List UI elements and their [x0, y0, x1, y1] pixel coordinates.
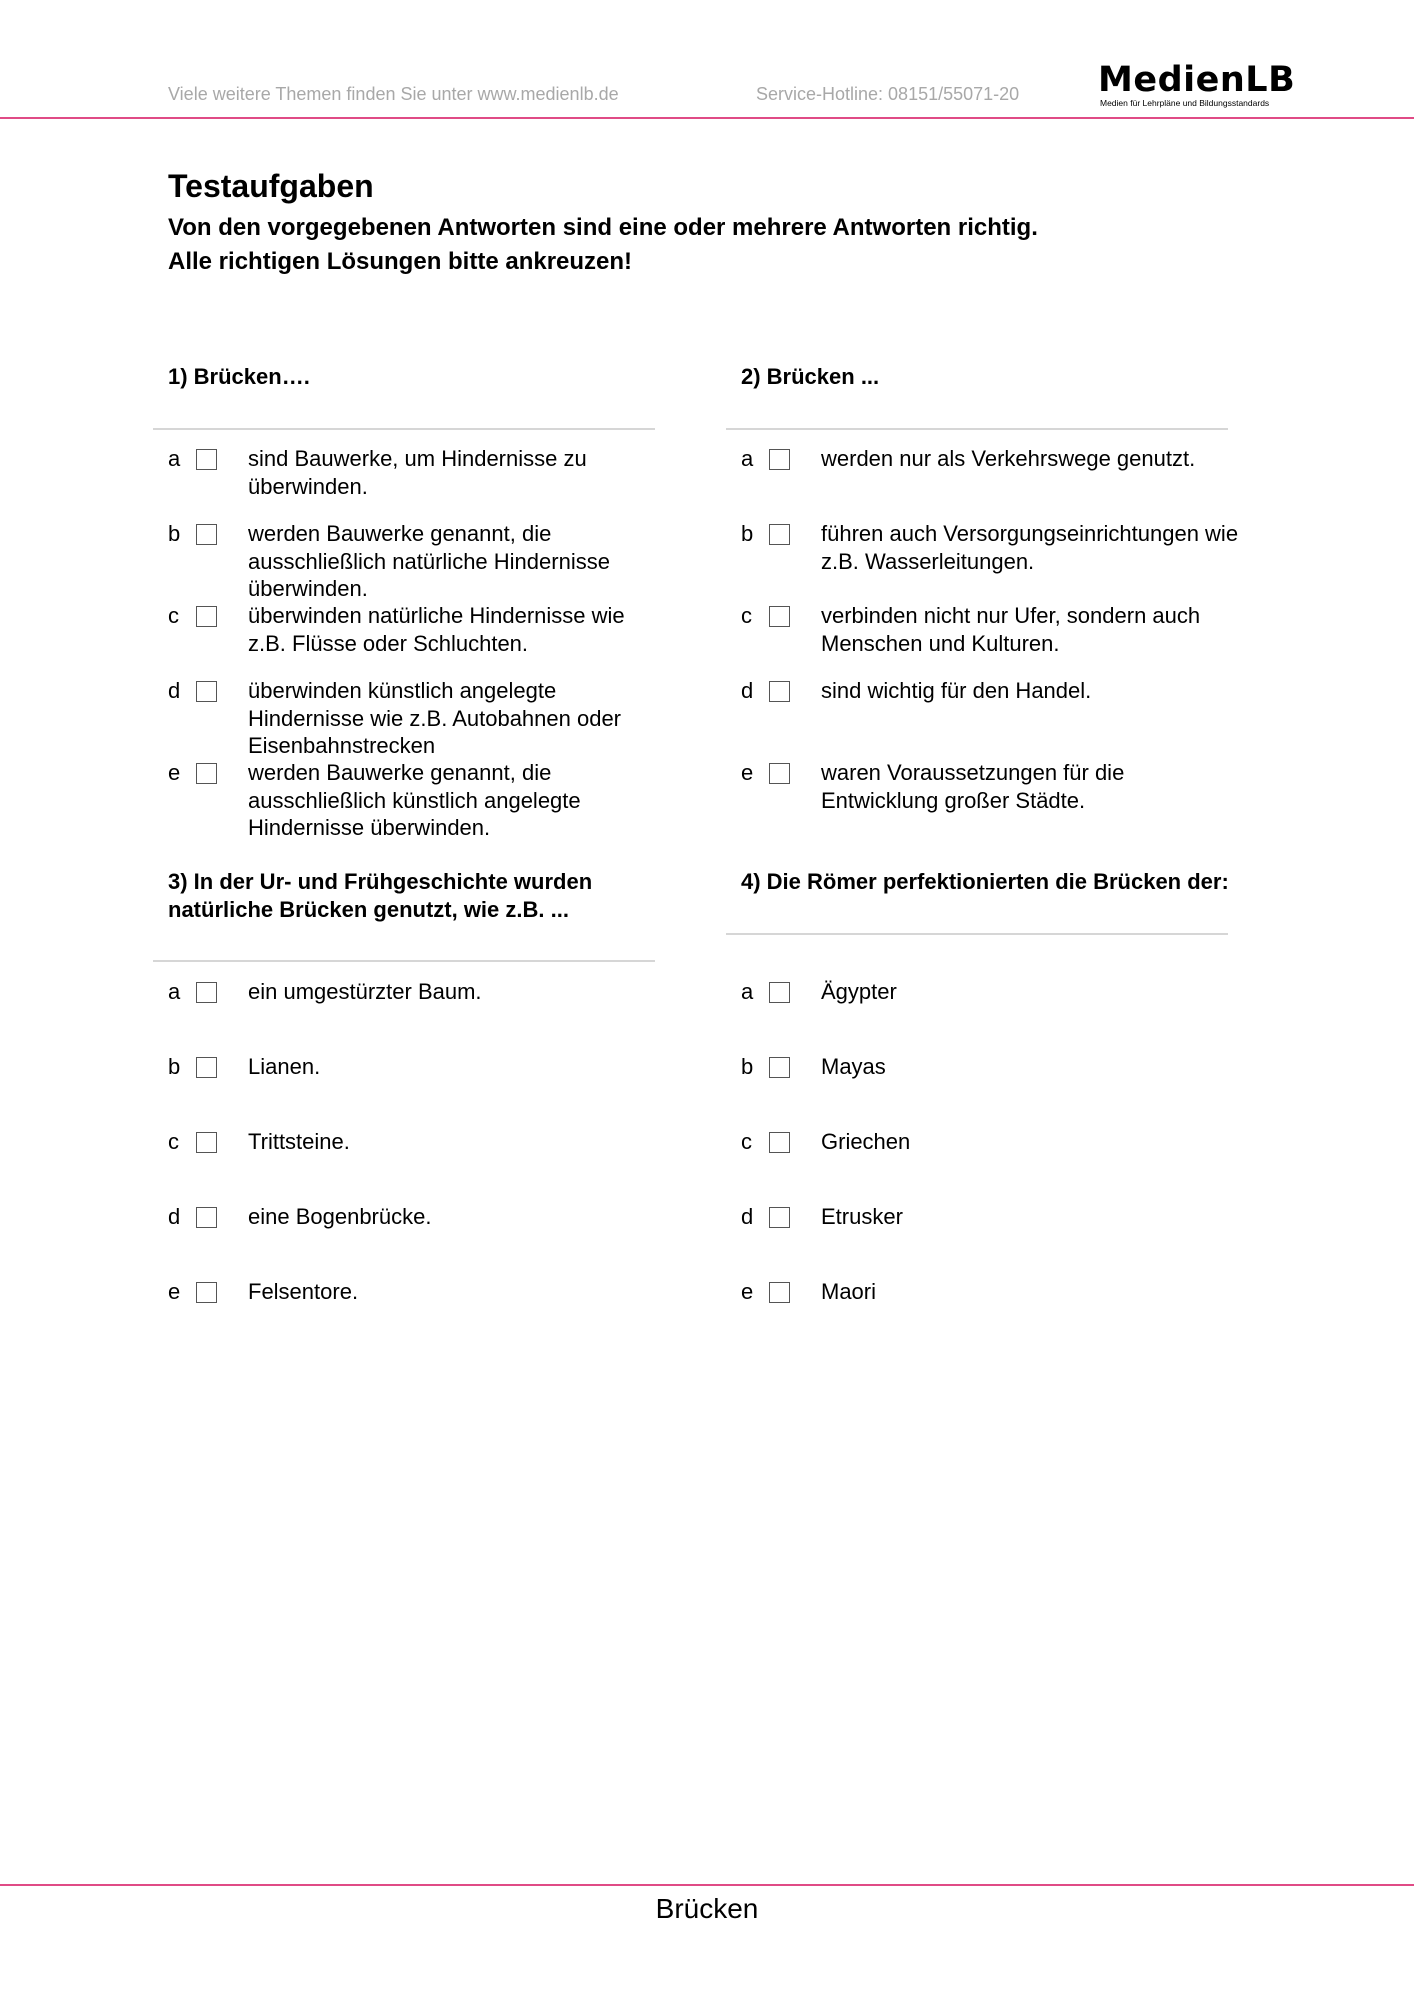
option-letter: c [741, 603, 752, 628]
answer-checkbox[interactable] [196, 763, 217, 784]
option-text: sind wichtig für den Handel. [821, 678, 1092, 703]
option-text: eine Bogenbrücke. [248, 1204, 432, 1229]
question-divider [726, 428, 1228, 430]
option-letter: a [168, 979, 181, 1004]
answer-checkbox[interactable] [769, 1132, 790, 1153]
option-text: Maori [821, 1279, 877, 1304]
option-text: verbinden nicht nur Ufer, sondern auch Menschen und Kulturen. [821, 603, 1201, 656]
option-text: waren Voraussetzungen für die Entwicklung großer Städte. [821, 760, 1125, 813]
question-title: 4) Die Römer perfektionierten die Brücken der: [741, 869, 1229, 894]
option-letter: a [168, 446, 181, 471]
answer-checkbox[interactable] [196, 1132, 217, 1153]
option-letter: c [168, 1129, 179, 1154]
page-title: Testaufgaben [168, 168, 374, 204]
answer-checkbox[interactable] [769, 763, 790, 784]
answer-checkbox[interactable] [196, 982, 217, 1003]
answer-checkbox[interactable] [769, 524, 790, 545]
question-divider [153, 960, 655, 962]
answer-checkbox[interactable] [769, 1207, 790, 1228]
option-text: sind Bauwerke, um Hindernisse zu überwinden. [248, 446, 587, 499]
option-letter: c [741, 1129, 752, 1154]
option-letter: e [168, 1279, 181, 1304]
option-text: überwinden natürliche Hindernisse wie z.B. Flüsse oder Schluchten. [248, 603, 625, 656]
option-text: werden Bauwerke genannt, die ausschließlich künstlich angelegte Hindernisse überwinden. [248, 760, 581, 840]
answer-checkbox[interactable] [196, 524, 217, 545]
answer-checkbox[interactable] [769, 606, 790, 627]
question-divider [726, 933, 1228, 935]
question-title: 1) Brücken…. [168, 364, 310, 389]
question-title: 2) Brücken ... [741, 364, 880, 389]
option-text: Griechen [821, 1129, 911, 1154]
option-text: Etrusker [821, 1204, 903, 1229]
answer-checkbox[interactable] [196, 1282, 217, 1303]
question-title: 3) In der Ur- und Frühgeschichte wurden natürliche Brücken genutzt, wie z.B. ... [168, 869, 593, 922]
answer-checkbox[interactable] [769, 1282, 790, 1303]
option-text: werden Bauwerke genannt, die ausschließlich natürliche Hindernisse überwinden. [248, 521, 610, 601]
answer-checkbox[interactable] [769, 681, 790, 702]
header-divider [0, 117, 1414, 119]
option-letter: d [168, 678, 181, 703]
option-text: werden nur als Verkehrswege genutzt. [821, 446, 1196, 471]
option-text: Felsentore. [248, 1279, 359, 1304]
option-letter: b [168, 1054, 181, 1079]
option-letter: d [741, 1204, 754, 1229]
answer-checkbox[interactable] [769, 449, 790, 470]
option-letter: b [168, 521, 181, 546]
header-website-text: Viele weitere Themen finden Sie unter www.medienlb.de [168, 84, 619, 104]
answer-checkbox[interactable] [196, 1057, 217, 1078]
option-letter: c [168, 603, 179, 628]
option-text: Lianen. [248, 1054, 321, 1079]
header-hotline-text: Service-Hotline: 08151/55071-20 [756, 84, 1020, 104]
footer-divider [0, 1884, 1414, 1886]
option-text: Ägypter [821, 979, 897, 1004]
option-letter: e [741, 760, 754, 785]
question-divider [153, 428, 655, 430]
answer-checkbox[interactable] [196, 449, 217, 470]
answer-checkbox[interactable] [196, 1207, 217, 1228]
option-letter: d [741, 678, 754, 703]
option-letter: a [741, 979, 754, 1004]
option-letter: a [741, 446, 754, 471]
answer-checkbox[interactable] [769, 1057, 790, 1078]
option-text: überwinden künstlich angelegte Hindernisse wie z.B. Autobahnen oder Eisenbahnstrecken [248, 678, 622, 758]
footer-topic: Brücken [655, 1893, 759, 1924]
answer-checkbox[interactable] [196, 606, 217, 627]
option-letter: b [741, 521, 754, 546]
logo-wordmark: MedienLB [1098, 60, 1296, 100]
logo-tagline: Medien für Lehrpläne und Bildungsstandards [1100, 98, 1270, 108]
instruction-line-1: Von den vorgegebenen Antworten sind eine oder mehrere Antworten richtig. [168, 214, 1038, 241]
option-letter: e [741, 1279, 754, 1304]
option-letter: d [168, 1204, 181, 1229]
medienlb-logo [1098, 62, 1298, 108]
option-letter: b [741, 1054, 754, 1079]
option-text: ein umgestürzter Baum. [248, 979, 482, 1004]
instruction-line-2: Alle richtigen Lösungen bitte ankreuzen! [168, 248, 633, 275]
option-letter: e [168, 760, 181, 785]
answer-checkbox[interactable] [196, 681, 217, 702]
option-text: führen auch Versorgungseinrichtungen wie z.B. Wasserleitungen. [821, 521, 1239, 574]
option-text: Trittsteine. [248, 1129, 350, 1154]
answer-checkbox[interactable] [769, 982, 790, 1003]
option-text: Mayas [821, 1054, 886, 1079]
